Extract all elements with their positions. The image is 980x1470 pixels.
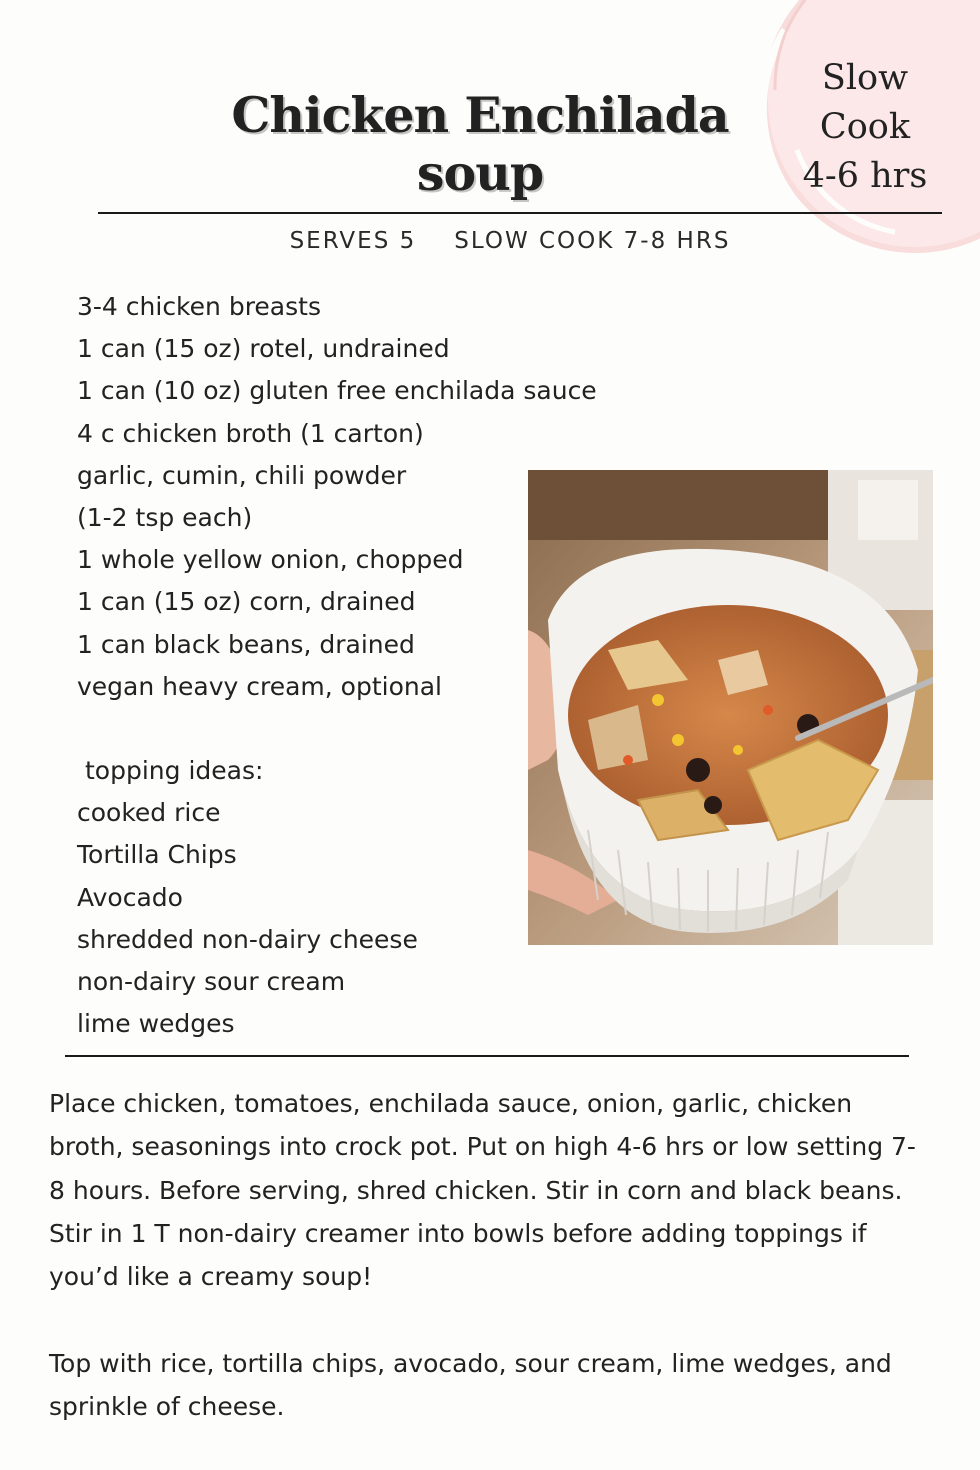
ingredient-item: 1 can (15 oz) rotel, undrained: [77, 334, 450, 364]
recipe-title: [200, 86, 760, 202]
ingredient-item: 1 can (10 oz) gluten free enchilada sauce: [77, 376, 597, 406]
ingredient-item: garlic, cumin, chili powder: [77, 460, 407, 490]
toppings-heading: topping ideas:: [85, 756, 264, 786]
soup-bowl-illustration: [528, 470, 933, 945]
recipe-meta: [200, 228, 820, 254]
recipe-title-line-2: soup: [416, 144, 544, 202]
ingredient-list: [77, 286, 597, 1045]
serving-tip-paragraph: Top with rice, tortilla chips, avocado, sour cream, lime wedges, and sprinkle of cheese.: [49, 1349, 892, 1422]
ingredient-item: 1 whole yellow onion, chopped: [77, 545, 464, 575]
section-divider: [65, 1055, 909, 1057]
ingredient-item: 3-4 chicken breasts: [77, 292, 321, 321]
ingredient-item: vegan heavy cream, optional: [77, 671, 442, 701]
badge-line-2: Cook: [819, 107, 911, 147]
ingredient-item: 1 can (15 oz) corn, drained: [77, 587, 416, 617]
title-divider: [98, 212, 942, 214]
ingredient-item: (1-2 tsp each): [77, 502, 253, 532]
recipe-title-line-1: Chicken Enchilada: [231, 86, 729, 144]
topping-item: shredded non-dairy cheese: [77, 924, 418, 954]
cook-time-text: SLOW COOK 7-8 HRS: [454, 228, 731, 254]
instructions-paragraph: Place chicken, tomatoes, enchilada sauce, onion, garlic, chicken broth, seasonings into crock pot. Put on high 4-6 hrs or low setting 7-8 hours. Before serving, shred chicken. Stir in corn and black beans. Stir in 1 T non-dairy creamer into bowls before adding toppings if you’d like a creamy soup!: [49, 1089, 916, 1292]
list-spacer: [77, 708, 597, 750]
topping-item: non-dairy sour cream: [77, 967, 346, 996]
ingredient-item: 4 c chicken broth (1 carton): [77, 418, 424, 448]
ingredient-item: 1 can black beans, drained: [77, 629, 415, 659]
slow-cook-badge: [800, 54, 930, 201]
badge-line-3: 4-6 hrs: [802, 156, 928, 196]
badge-line-1: Slow: [821, 58, 909, 98]
topping-item: lime wedges: [77, 1009, 235, 1039]
servings-text: SERVES 5: [289, 228, 417, 254]
soup-photo: [528, 470, 933, 945]
topping-item: Avocado: [77, 882, 183, 912]
topping-item: Tortilla Chips: [77, 840, 237, 870]
topping-item: cooked rice: [77, 798, 221, 828]
